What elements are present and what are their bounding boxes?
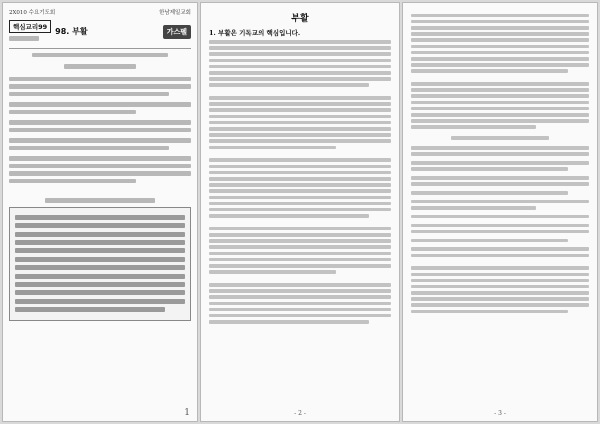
- paragraph: [411, 266, 589, 313]
- numbered-list: [411, 144, 589, 260]
- page-number: - 3 -: [494, 410, 506, 417]
- list-item: [411, 245, 589, 260]
- header-row: [9, 20, 191, 44]
- hymn-line: [32, 53, 169, 58]
- divider: [9, 48, 191, 49]
- church-name: 한남제일교회: [159, 10, 191, 16]
- gospel-logo: 가스펠: [163, 25, 191, 39]
- service-date: 2X010 수요기도회: [9, 10, 56, 16]
- paragraph: [411, 82, 589, 129]
- list-item: [411, 188, 589, 197]
- verse: [9, 117, 191, 135]
- scripture-passage: [9, 74, 191, 187]
- series-sub: [9, 36, 39, 41]
- list-item: [411, 197, 589, 212]
- motto-line: [45, 198, 154, 203]
- paragraph: [209, 227, 391, 274]
- paragraph: [411, 14, 589, 73]
- header-top: [9, 8, 191, 16]
- section-title: 1. 부활은 기독교의 핵심입니다.: [209, 29, 301, 37]
- passage-title: [64, 64, 137, 69]
- week-title: 98. 부활: [55, 27, 88, 37]
- list-item: [411, 236, 589, 245]
- list-item: [411, 212, 589, 221]
- list-item: [411, 159, 589, 174]
- sermon-title: 부활: [291, 14, 309, 24]
- list-item: [411, 144, 589, 159]
- page-number: - 2 -: [294, 410, 306, 417]
- verse: [9, 135, 191, 153]
- page-number: 1: [184, 408, 191, 418]
- series-badge: 핵심교리99: [9, 20, 51, 33]
- series-block: [9, 20, 51, 44]
- list-item: [411, 174, 589, 189]
- verse: [9, 153, 191, 186]
- bulletin-page-1: [2, 2, 198, 422]
- paragraph: [209, 158, 391, 217]
- paragraph: [209, 96, 391, 149]
- paragraph: [209, 40, 391, 87]
- verse: [9, 99, 191, 117]
- verse: [9, 74, 191, 100]
- summary-box: [9, 207, 191, 321]
- sub-heading: [451, 136, 549, 140]
- bulletin-spread: [2, 2, 598, 422]
- bulletin-page-3: [402, 2, 598, 422]
- paragraph: [209, 283, 391, 324]
- list-item: [411, 221, 589, 236]
- bulletin-page-2: [200, 2, 400, 422]
